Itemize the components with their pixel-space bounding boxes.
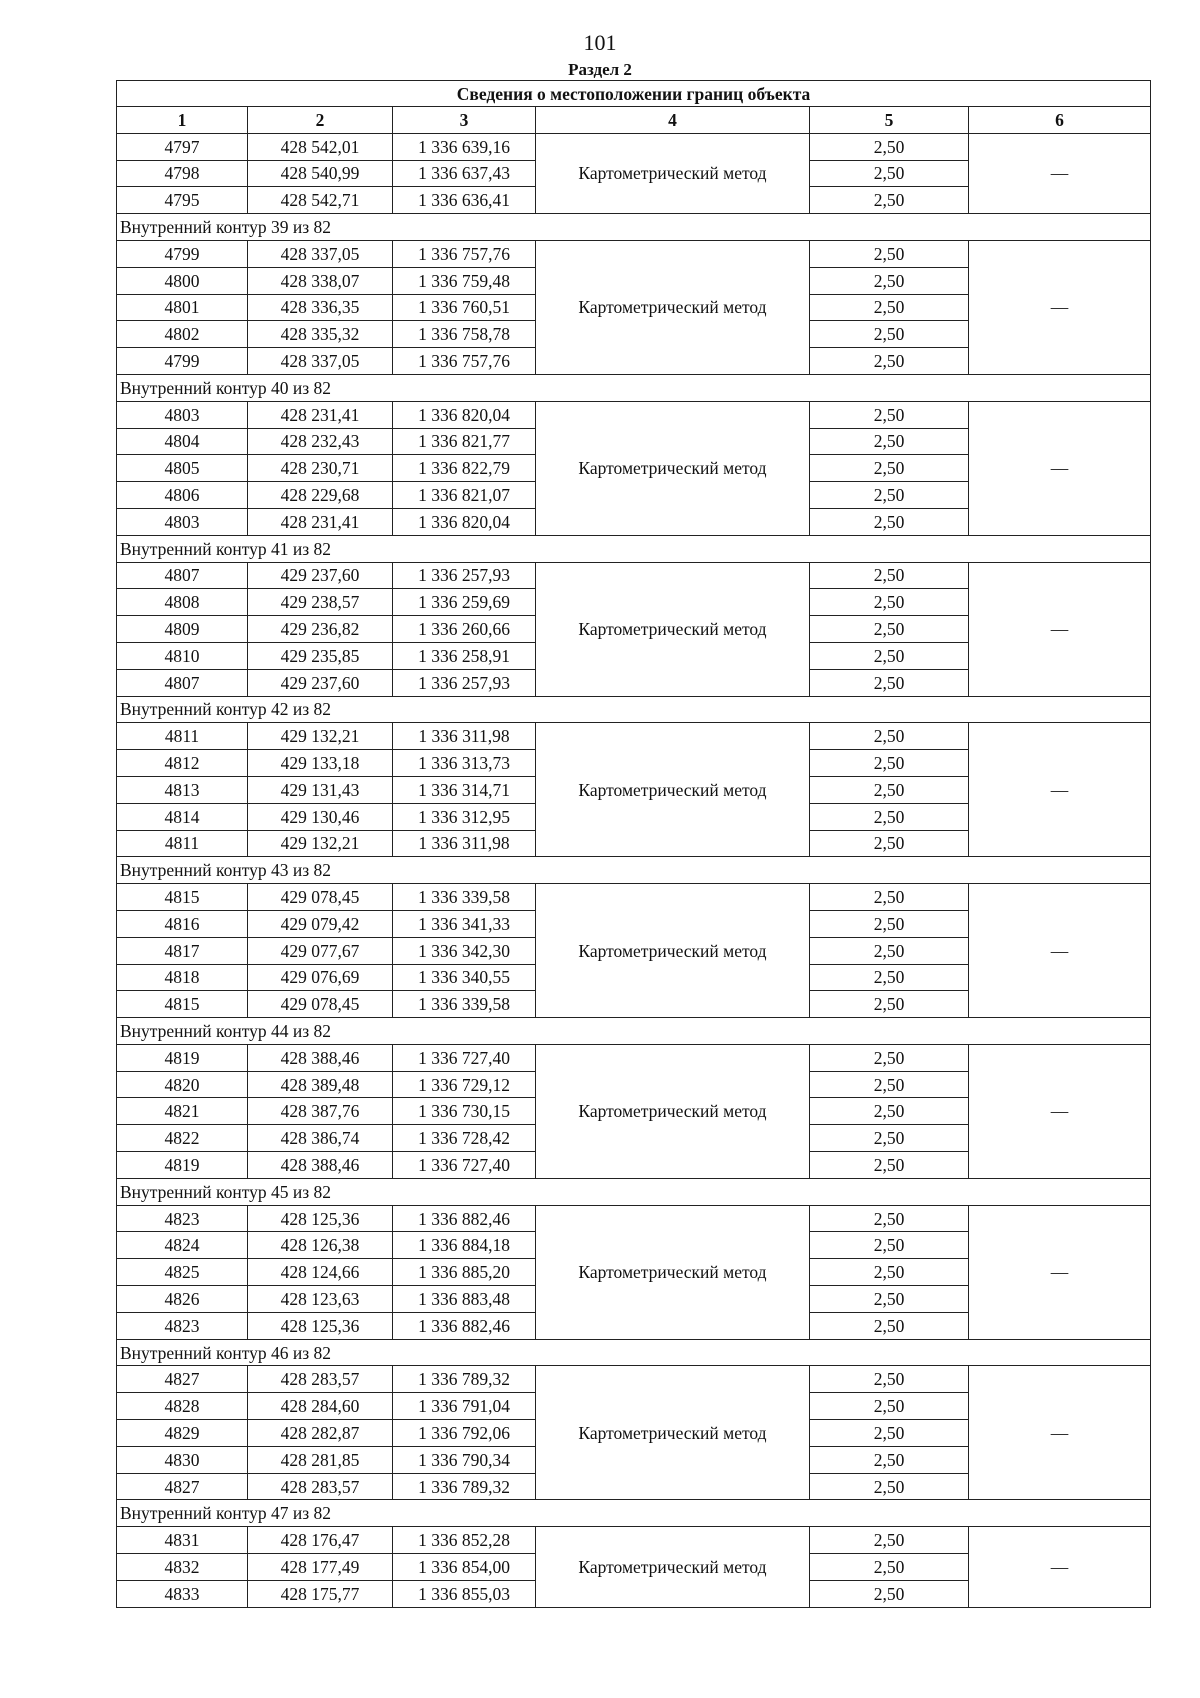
accuracy-value: 2,50 — [810, 1044, 969, 1071]
point-number: 4823 — [117, 1312, 248, 1339]
x-coordinate: 428 283,57 — [248, 1473, 393, 1500]
x-coordinate: 428 542,01 — [248, 133, 393, 160]
table-row — [117, 401, 1151, 428]
method-cell: Картометрический метод — [536, 133, 810, 213]
x-coordinate: 428 281,85 — [248, 1446, 393, 1473]
y-coordinate: 1 336 821,07 — [393, 482, 536, 509]
point-number: 4800 — [117, 267, 248, 294]
x-coordinate: 428 230,71 — [248, 455, 393, 482]
y-coordinate: 1 336 257,93 — [393, 562, 536, 589]
x-coordinate: 428 284,60 — [248, 1393, 393, 1420]
x-coordinate: 428 231,41 — [248, 508, 393, 535]
column-number: 4 — [536, 107, 810, 134]
accuracy-value: 2,50 — [810, 750, 969, 777]
point-number: 4802 — [117, 321, 248, 348]
contour-row — [117, 1178, 1151, 1205]
accuracy-value: 2,50 — [810, 1125, 969, 1152]
accuracy-value: 2,50 — [810, 321, 969, 348]
dash-cell: — — [969, 723, 1151, 857]
contour-label: Внутренний контур 46 из 82 — [117, 1339, 1151, 1366]
y-coordinate: 1 336 789,32 — [393, 1366, 536, 1393]
x-coordinate: 428 388,46 — [248, 1044, 393, 1071]
x-coordinate: 428 335,32 — [248, 321, 393, 348]
point-number: 4801 — [117, 294, 248, 321]
accuracy-value: 2,50 — [810, 1286, 969, 1313]
y-coordinate: 1 336 884,18 — [393, 1232, 536, 1259]
y-coordinate: 1 336 341,33 — [393, 910, 536, 937]
dash-cell: — — [969, 1366, 1151, 1500]
accuracy-value: 2,50 — [810, 348, 969, 375]
point-number: 4817 — [117, 937, 248, 964]
x-coordinate: 429 132,21 — [248, 830, 393, 857]
accuracy-value: 2,50 — [810, 669, 969, 696]
x-coordinate: 428 175,77 — [248, 1580, 393, 1607]
point-number: 4819 — [117, 1044, 248, 1071]
point-number: 4827 — [117, 1473, 248, 1500]
accuracy-value: 2,50 — [810, 1420, 969, 1447]
x-coordinate: 428 338,07 — [248, 267, 393, 294]
page-number: 101 — [583, 30, 617, 55]
point-number: 4819 — [117, 1152, 248, 1179]
contour-label: Внутренний контур 45 из 82 — [117, 1178, 1151, 1205]
method-cell: Картометрический метод — [536, 1044, 810, 1178]
point-number: 4825 — [117, 1259, 248, 1286]
x-coordinate: 428 125,36 — [248, 1312, 393, 1339]
x-coordinate: 428 337,05 — [248, 348, 393, 375]
y-coordinate: 1 336 822,79 — [393, 455, 536, 482]
point-number: 4797 — [117, 133, 248, 160]
x-coordinate: 429 235,85 — [248, 642, 393, 669]
y-coordinate: 1 336 728,42 — [393, 1125, 536, 1152]
accuracy-value: 2,50 — [810, 187, 969, 214]
y-coordinate: 1 336 821,77 — [393, 428, 536, 455]
y-coordinate: 1 336 758,78 — [393, 321, 536, 348]
accuracy-value: 2,50 — [810, 1312, 969, 1339]
x-coordinate: 428 387,76 — [248, 1098, 393, 1125]
contour-label: Внутренний контур 42 из 82 — [117, 696, 1151, 723]
accuracy-value: 2,50 — [810, 1232, 969, 1259]
contour-label: Внутренний контур 43 из 82 — [117, 857, 1151, 884]
accuracy-value: 2,50 — [810, 937, 969, 964]
point-number: 4811 — [117, 723, 248, 750]
x-coordinate: 428 123,63 — [248, 1286, 393, 1313]
table-caption: Сведения о местоположении границ объекта — [117, 81, 1151, 107]
dash-cell: — — [969, 1044, 1151, 1178]
x-coordinate: 429 132,21 — [248, 723, 393, 750]
column-number: 2 — [248, 107, 393, 134]
x-coordinate: 428 176,47 — [248, 1527, 393, 1554]
accuracy-value: 2,50 — [810, 267, 969, 294]
table-body — [117, 81, 1151, 1608]
accuracy-value: 2,50 — [810, 1527, 969, 1554]
y-coordinate: 1 336 792,06 — [393, 1420, 536, 1447]
accuracy-value: 2,50 — [810, 240, 969, 267]
method-cell: Картометрический метод — [536, 1205, 810, 1339]
point-number: 4829 — [117, 1420, 248, 1447]
contour-row — [117, 857, 1151, 884]
x-coordinate: 428 124,66 — [248, 1259, 393, 1286]
x-coordinate: 428 388,46 — [248, 1152, 393, 1179]
y-coordinate: 1 336 339,58 — [393, 884, 536, 911]
point-number: 4816 — [117, 910, 248, 937]
point-number: 4815 — [117, 991, 248, 1018]
accuracy-value: 2,50 — [810, 1554, 969, 1581]
accuracy-value: 2,50 — [810, 1259, 969, 1286]
accuracy-value: 2,50 — [810, 723, 969, 750]
accuracy-value: 2,50 — [810, 455, 969, 482]
table-row — [117, 562, 1151, 589]
dash-cell: — — [969, 1205, 1151, 1339]
contour-row — [117, 1018, 1151, 1045]
x-coordinate: 429 236,82 — [248, 616, 393, 643]
contour-label: Внутренний контур 41 из 82 — [117, 535, 1151, 562]
method-cell: Картометрический метод — [536, 240, 810, 374]
table-row — [117, 723, 1151, 750]
accuracy-value: 2,50 — [810, 1446, 969, 1473]
point-number: 4805 — [117, 455, 248, 482]
x-coordinate: 428 231,41 — [248, 401, 393, 428]
method-cell: Картометрический метод — [536, 1366, 810, 1500]
accuracy-value: 2,50 — [810, 776, 969, 803]
column-number: 6 — [969, 107, 1151, 134]
contour-row — [117, 214, 1151, 241]
dash-cell: — — [969, 133, 1151, 213]
accuracy-value: 2,50 — [810, 1393, 969, 1420]
table-row — [117, 1366, 1151, 1393]
point-number: 4799 — [117, 240, 248, 267]
dash-cell: — — [969, 401, 1151, 535]
y-coordinate: 1 336 882,46 — [393, 1312, 536, 1339]
point-number: 4806 — [117, 482, 248, 509]
x-coordinate: 428 126,38 — [248, 1232, 393, 1259]
y-coordinate: 1 336 883,48 — [393, 1286, 536, 1313]
x-coordinate: 428 282,87 — [248, 1420, 393, 1447]
x-coordinate: 428 283,57 — [248, 1366, 393, 1393]
accuracy-value: 2,50 — [810, 830, 969, 857]
accuracy-value: 2,50 — [810, 294, 969, 321]
point-number: 4830 — [117, 1446, 248, 1473]
table-row — [117, 133, 1151, 160]
point-number: 4798 — [117, 160, 248, 187]
contour-label: Внутренний контур 44 из 82 — [117, 1018, 1151, 1045]
y-coordinate: 1 336 790,34 — [393, 1446, 536, 1473]
method-cell: Картометрический метод — [536, 1527, 810, 1607]
point-number: 4814 — [117, 803, 248, 830]
x-coordinate: 429 077,67 — [248, 937, 393, 964]
point-number: 4827 — [117, 1366, 248, 1393]
point-number: 4809 — [117, 616, 248, 643]
point-number: 4799 — [117, 348, 248, 375]
accuracy-value: 2,50 — [810, 133, 969, 160]
point-number: 4808 — [117, 589, 248, 616]
point-number: 4820 — [117, 1071, 248, 1098]
point-number: 4822 — [117, 1125, 248, 1152]
point-number: 4815 — [117, 884, 248, 911]
table-row — [117, 1205, 1151, 1232]
dash-cell: — — [969, 884, 1151, 1018]
point-number: 4807 — [117, 669, 248, 696]
point-number: 4821 — [117, 1098, 248, 1125]
y-coordinate: 1 336 637,43 — [393, 160, 536, 187]
method-cell: Картометрический метод — [536, 723, 810, 857]
column-number: 3 — [393, 107, 536, 134]
y-coordinate: 1 336 854,00 — [393, 1554, 536, 1581]
x-coordinate: 429 079,42 — [248, 910, 393, 937]
y-coordinate: 1 336 340,55 — [393, 964, 536, 991]
dash-cell: — — [969, 562, 1151, 696]
table-row — [117, 1527, 1151, 1554]
dash-cell: — — [969, 1527, 1151, 1607]
accuracy-value: 2,50 — [810, 589, 969, 616]
method-cell: Картометрический метод — [536, 401, 810, 535]
accuracy-value: 2,50 — [810, 964, 969, 991]
y-coordinate: 1 336 342,30 — [393, 937, 536, 964]
point-number: 4823 — [117, 1205, 248, 1232]
accuracy-value: 2,50 — [810, 562, 969, 589]
y-coordinate: 1 336 885,20 — [393, 1259, 536, 1286]
table-row — [117, 1044, 1151, 1071]
point-number: 4812 — [117, 750, 248, 777]
y-coordinate: 1 336 730,15 — [393, 1098, 536, 1125]
x-coordinate: 428 540,99 — [248, 160, 393, 187]
x-coordinate: 429 237,60 — [248, 669, 393, 696]
accuracy-value: 2,50 — [810, 401, 969, 428]
x-coordinate: 428 389,48 — [248, 1071, 393, 1098]
accuracy-value: 2,50 — [810, 1473, 969, 1500]
x-coordinate: 429 076,69 — [248, 964, 393, 991]
y-coordinate: 1 336 760,51 — [393, 294, 536, 321]
point-number: 4807 — [117, 562, 248, 589]
column-number: 5 — [810, 107, 969, 134]
point-number: 4803 — [117, 401, 248, 428]
y-coordinate: 1 336 855,03 — [393, 1580, 536, 1607]
table-row — [117, 240, 1151, 267]
y-coordinate: 1 336 791,04 — [393, 1393, 536, 1420]
y-coordinate: 1 336 312,95 — [393, 803, 536, 830]
contour-label: Внутренний контур 39 из 82 — [117, 214, 1151, 241]
accuracy-value: 2,50 — [810, 1071, 969, 1098]
y-coordinate: 1 336 820,04 — [393, 401, 536, 428]
point-number: 4832 — [117, 1554, 248, 1581]
accuracy-value: 2,50 — [810, 803, 969, 830]
x-coordinate: 428 337,05 — [248, 240, 393, 267]
y-coordinate: 1 336 314,71 — [393, 776, 536, 803]
point-number: 4810 — [117, 642, 248, 669]
x-coordinate: 428 336,35 — [248, 294, 393, 321]
accuracy-value: 2,50 — [810, 642, 969, 669]
point-number: 4811 — [117, 830, 248, 857]
x-coordinate: 429 078,45 — [248, 884, 393, 911]
y-coordinate: 1 336 260,66 — [393, 616, 536, 643]
point-number: 4826 — [117, 1286, 248, 1313]
point-number: 4833 — [117, 1580, 248, 1607]
y-coordinate: 1 336 259,69 — [393, 589, 536, 616]
y-coordinate: 1 336 313,73 — [393, 750, 536, 777]
accuracy-value: 2,50 — [810, 1098, 969, 1125]
y-coordinate: 1 336 311,98 — [393, 830, 536, 857]
point-number: 4804 — [117, 428, 248, 455]
accuracy-value: 2,50 — [810, 910, 969, 937]
accuracy-value: 2,50 — [810, 1152, 969, 1179]
contour-row — [117, 1339, 1151, 1366]
point-number: 4824 — [117, 1232, 248, 1259]
point-number: 4795 — [117, 187, 248, 214]
y-coordinate: 1 336 882,46 — [393, 1205, 536, 1232]
point-number: 4831 — [117, 1527, 248, 1554]
y-coordinate: 1 336 727,40 — [393, 1152, 536, 1179]
x-coordinate: 428 177,49 — [248, 1554, 393, 1581]
contour-row — [117, 535, 1151, 562]
contour-label: Внутренний контур 40 из 82 — [117, 374, 1151, 401]
x-coordinate: 429 131,43 — [248, 776, 393, 803]
point-number: 4803 — [117, 508, 248, 535]
x-coordinate: 429 130,46 — [248, 803, 393, 830]
accuracy-value: 2,50 — [810, 1205, 969, 1232]
table-row — [117, 884, 1151, 911]
x-coordinate: 428 125,36 — [248, 1205, 393, 1232]
point-number: 4813 — [117, 776, 248, 803]
y-coordinate: 1 336 759,48 — [393, 267, 536, 294]
x-coordinate: 429 078,45 — [248, 991, 393, 1018]
contour-row — [117, 1500, 1151, 1527]
coordinates-table — [116, 80, 1151, 1608]
column-number-row — [117, 107, 1151, 134]
y-coordinate: 1 336 636,41 — [393, 187, 536, 214]
accuracy-value: 2,50 — [810, 482, 969, 509]
y-coordinate: 1 336 257,93 — [393, 669, 536, 696]
x-coordinate: 428 232,43 — [248, 428, 393, 455]
point-number: 4828 — [117, 1393, 248, 1420]
contour-row — [117, 374, 1151, 401]
y-coordinate: 1 336 639,16 — [393, 133, 536, 160]
y-coordinate: 1 336 852,28 — [393, 1527, 536, 1554]
accuracy-value: 2,50 — [810, 428, 969, 455]
x-coordinate: 428 386,74 — [248, 1125, 393, 1152]
y-coordinate: 1 336 729,12 — [393, 1071, 536, 1098]
x-coordinate: 429 133,18 — [248, 750, 393, 777]
x-coordinate: 429 237,60 — [248, 562, 393, 589]
y-coordinate: 1 336 820,04 — [393, 508, 536, 535]
y-coordinate: 1 336 258,91 — [393, 642, 536, 669]
contour-label: Внутренний контур 47 из 82 — [117, 1500, 1151, 1527]
x-coordinate: 429 238,57 — [248, 589, 393, 616]
y-coordinate: 1 336 311,98 — [393, 723, 536, 750]
y-coordinate: 1 336 757,76 — [393, 348, 536, 375]
accuracy-value: 2,50 — [810, 884, 969, 911]
y-coordinate: 1 336 727,40 — [393, 1044, 536, 1071]
method-cell: Картометрический метод — [536, 884, 810, 1018]
accuracy-value: 2,50 — [810, 991, 969, 1018]
x-coordinate: 428 229,68 — [248, 482, 393, 509]
contour-row — [117, 696, 1151, 723]
accuracy-value: 2,50 — [810, 160, 969, 187]
caption-row — [117, 81, 1151, 107]
dash-cell: — — [969, 240, 1151, 374]
column-number: 1 — [117, 107, 248, 134]
section-title: Раздел 2 — [568, 60, 632, 79]
accuracy-value: 2,50 — [810, 1366, 969, 1393]
accuracy-value: 2,50 — [810, 508, 969, 535]
y-coordinate: 1 336 789,32 — [393, 1473, 536, 1500]
accuracy-value: 2,50 — [810, 616, 969, 643]
accuracy-value: 2,50 — [810, 1580, 969, 1607]
y-coordinate: 1 336 339,58 — [393, 991, 536, 1018]
y-coordinate: 1 336 757,76 — [393, 240, 536, 267]
point-number: 4818 — [117, 964, 248, 991]
x-coordinate: 428 542,71 — [248, 187, 393, 214]
method-cell: Картометрический метод — [536, 562, 810, 696]
